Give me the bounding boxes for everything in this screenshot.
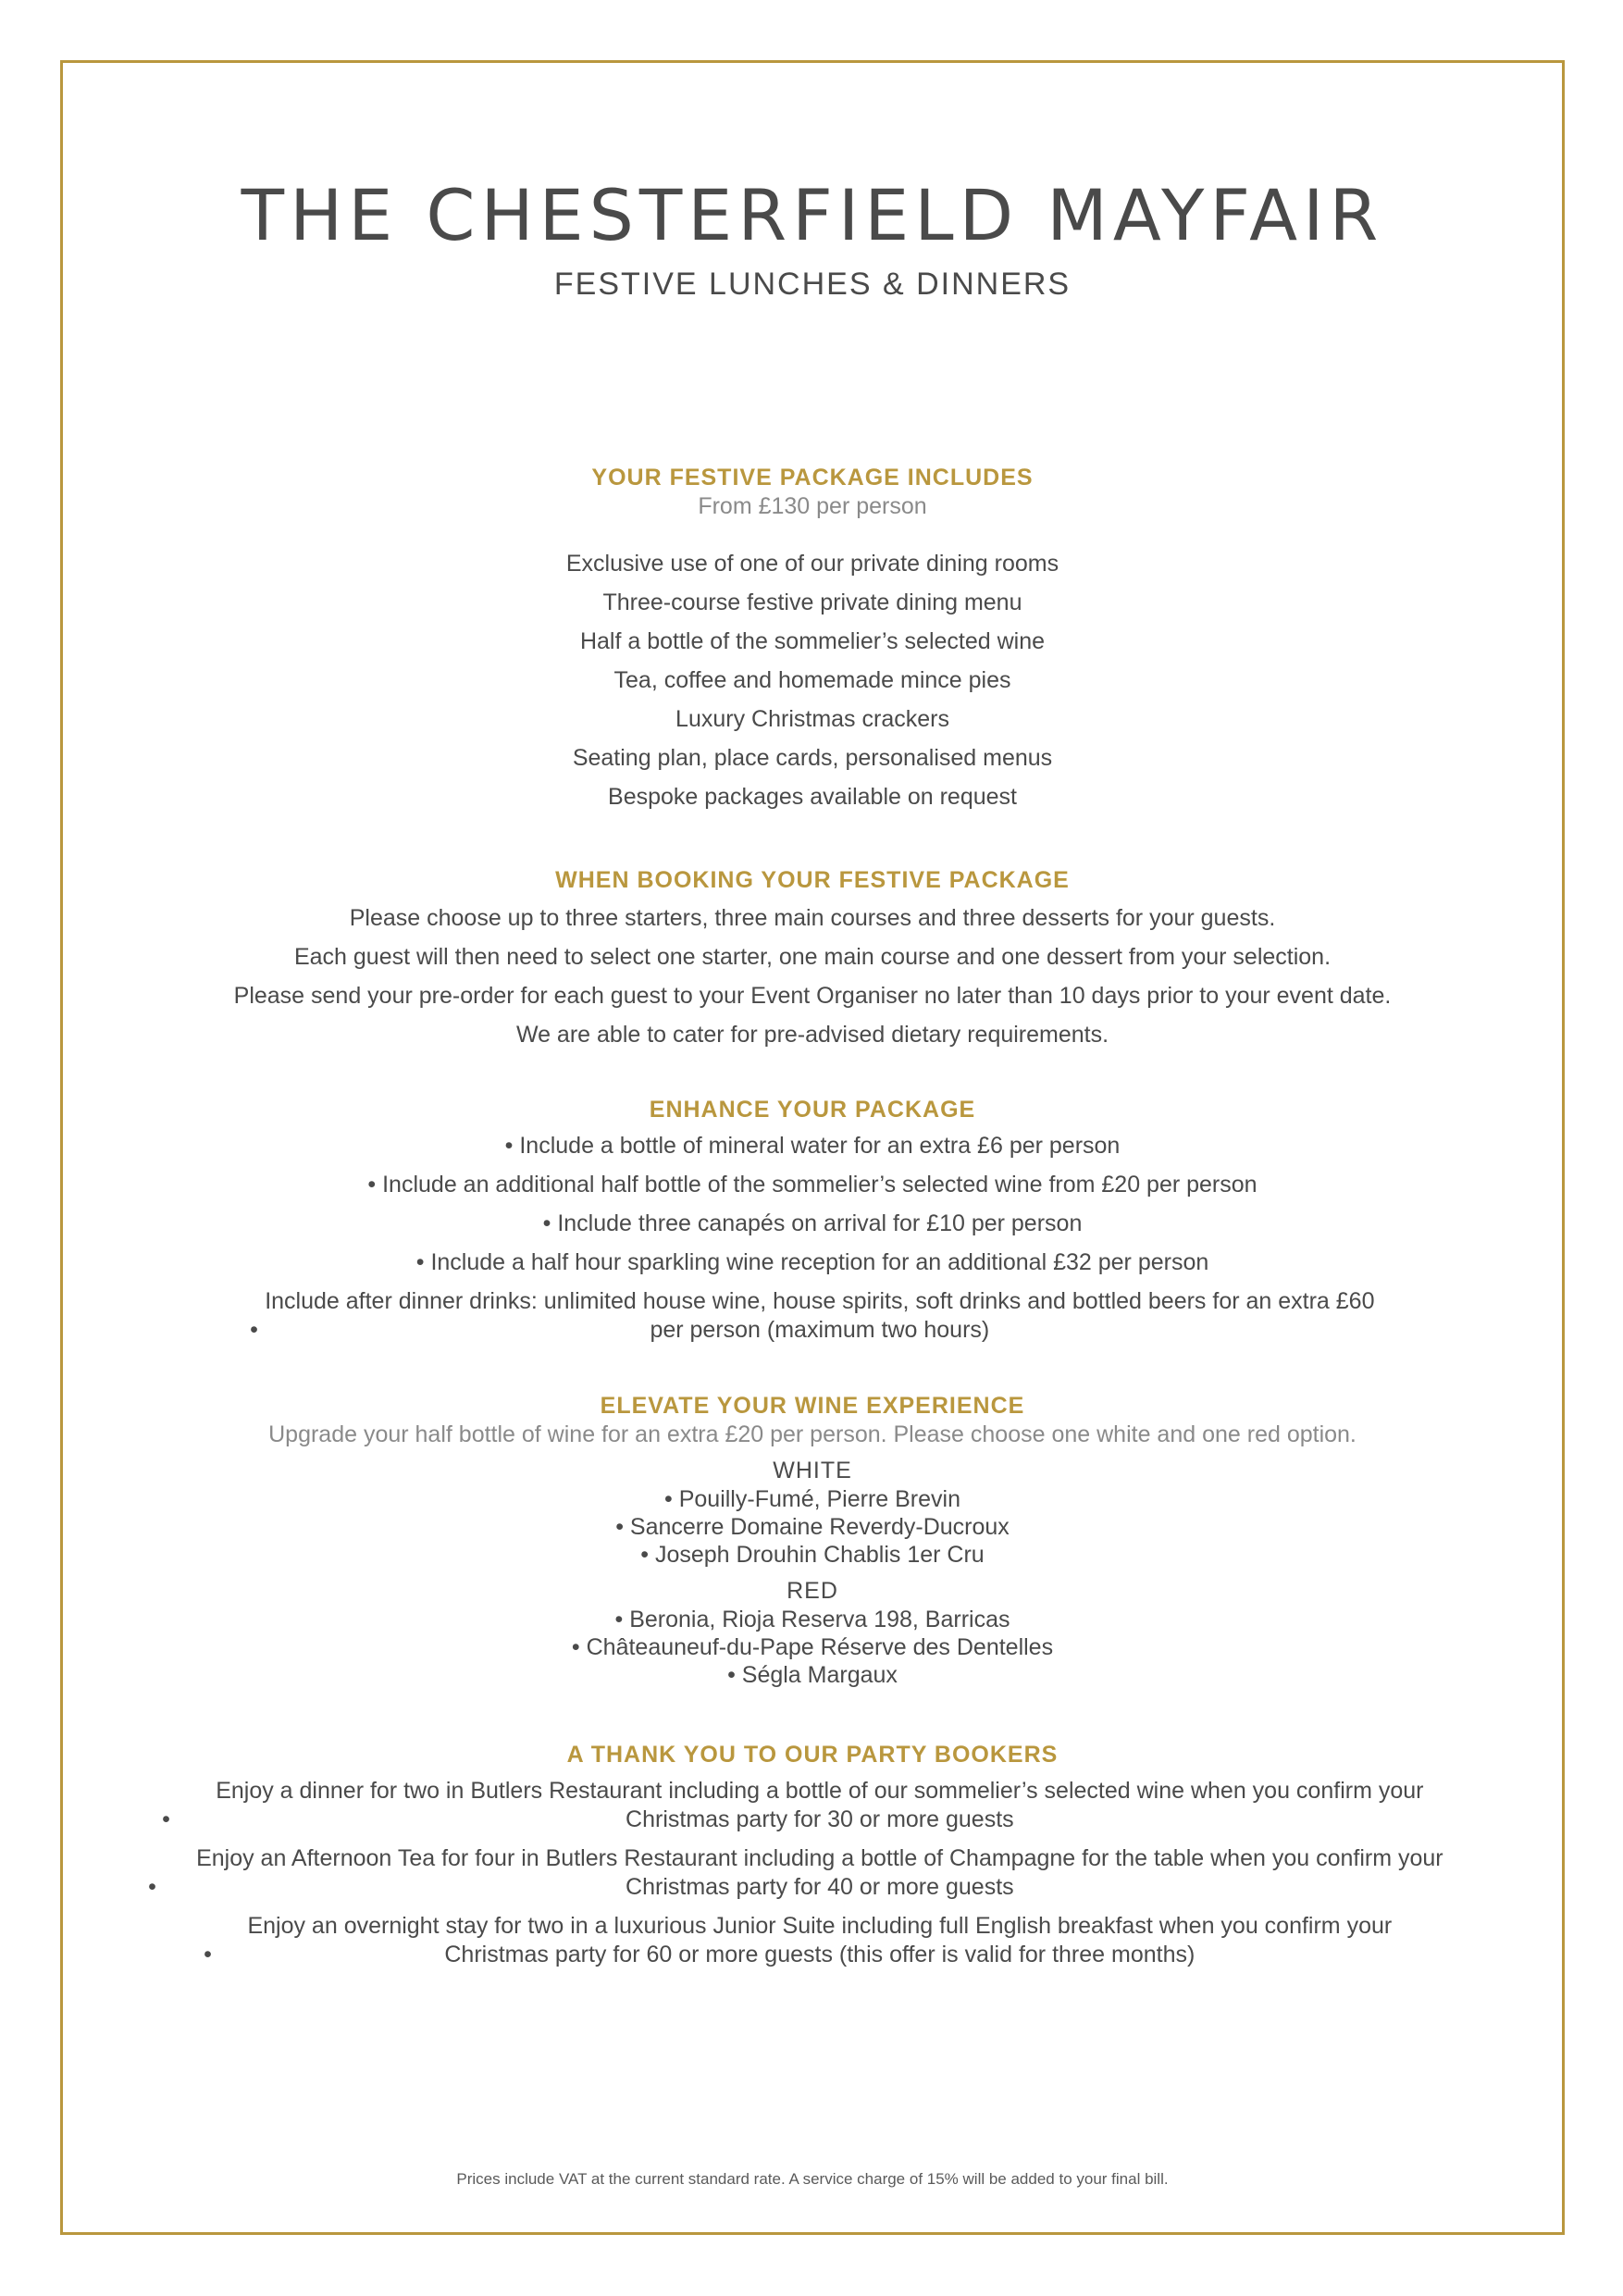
thanks-heading: A THANK YOU TO OUR PARTY BOOKERS (566, 1742, 1059, 1768)
list-item: Please send your pre-order for each guest to your Event Organiser no later than 10 days prior to your event date. (233, 983, 1392, 1009)
wine-section (63, 1391, 1562, 1696)
booking-list (63, 899, 1562, 1054)
white-wine-list (63, 1485, 1562, 1569)
list-item: • Joseph Drouhin Chablis 1er Cru (63, 1541, 1562, 1569)
list-item: • Include a half hour sparkling wine reception for an additional £32 per person (63, 1248, 1562, 1277)
page-subtitle: FESTIVE LUNCHES & DINNERS (553, 267, 1072, 302)
white-wine-label: WHITE (773, 1458, 852, 1483)
package-section (63, 463, 1562, 816)
list-item: • Enjoy an Afternoon Tea for four in Butlers Restaurant including a bottle of Champagne for the table when you confirm your Christmas party for 40 or more guests (63, 1844, 1562, 1902)
list-item: • Enjoy a dinner for two in Butlers Restaurant including a bottle of our sommelier’s selected wine when you confirm your Christmas party for 30 or more guests (63, 1777, 1562, 1834)
thanks-section (63, 1740, 1562, 1980)
red-wine-label: RED (787, 1578, 838, 1604)
package-price: From £130 per person (698, 493, 927, 519)
list-item: • Enjoy an overnight stay for two in a luxurious Junior Suite including full English breakfast when you confirm your Christmas party for 60 or more guests (this offer is valid for three months) (63, 1912, 1562, 1969)
enhance-heading: ENHANCE YOUR PACKAGE (649, 1097, 976, 1123)
package-list (63, 544, 1562, 816)
list-item: • Include a bottle of mineral water for an extra £6 per person (63, 1132, 1562, 1160)
list-item: • Beronia, Rioja Reserva 198, Barricas (63, 1606, 1562, 1633)
list-item: • Châteauneuf-du-Pape Réserve des Dentelles (63, 1633, 1562, 1661)
enhance-section (63, 1095, 1562, 1355)
footer-note: Prices include VAT at the current standard rate. A service charge of 15% will be added to your final bill. (456, 2170, 1169, 2188)
thanks-list (63, 1777, 1562, 1969)
list-item: • Include an additional half bottle of the sommelier’s selected wine from £20 per person (63, 1171, 1562, 1199)
list-item: Half a bottle of the sommelier’s selected wine (579, 628, 1046, 654)
red-wine-list (63, 1606, 1562, 1689)
wine-heading: ELEVATE YOUR WINE EXPERIENCE (600, 1393, 1025, 1419)
package-heading: YOUR FESTIVE PACKAGE INCLUDES (591, 465, 1034, 490)
list-item: We are able to cater for pre-advised dietary requirements. (515, 1022, 1109, 1048)
list-item: Luxury Christmas crackers (675, 706, 949, 732)
list-item: Please choose up to three starters, three main courses and three desserts for your guests. (349, 905, 1276, 931)
list-item: Three-course festive private dining menu (602, 590, 1022, 615)
wine-intro: Upgrade your half bottle of wine for an extra £20 per person. Please choose one white and one red option. (268, 1421, 1357, 1447)
list-item: • Pouilly-Fumé, Pierre Brevin (63, 1485, 1562, 1513)
list-item: • Include three canapés on arrival for £10 per person (63, 1210, 1562, 1238)
booking-heading: WHEN BOOKING YOUR FESTIVE PACKAGE (555, 867, 1070, 893)
booking-section (63, 865, 1562, 1054)
list-item: Each guest will then need to select one starter, one main course and one dessert from your selection. (293, 944, 1332, 970)
list-item: Bespoke packages available on request (608, 784, 1017, 810)
list-item: Seating plan, place cards, personalised menus (572, 745, 1053, 771)
list-item: Exclusive use of one of our private dining rooms (565, 551, 1059, 577)
list-item: • Sancerre Domaine Reverdy-Ducroux (63, 1513, 1562, 1541)
list-item: Tea, coffee and homemade mince pies (613, 667, 1011, 693)
page-title: THE CHESTERFIELD MAYFAIR (241, 174, 1384, 256)
enhance-list (63, 1132, 1562, 1345)
list-item: • Ségla Margaux (63, 1661, 1562, 1689)
list-item: • Include after dinner drinks: unlimited house wine, house spirits, soft drinks and bottled beers for an extra £60 per person (maximum two hours) (63, 1287, 1562, 1345)
